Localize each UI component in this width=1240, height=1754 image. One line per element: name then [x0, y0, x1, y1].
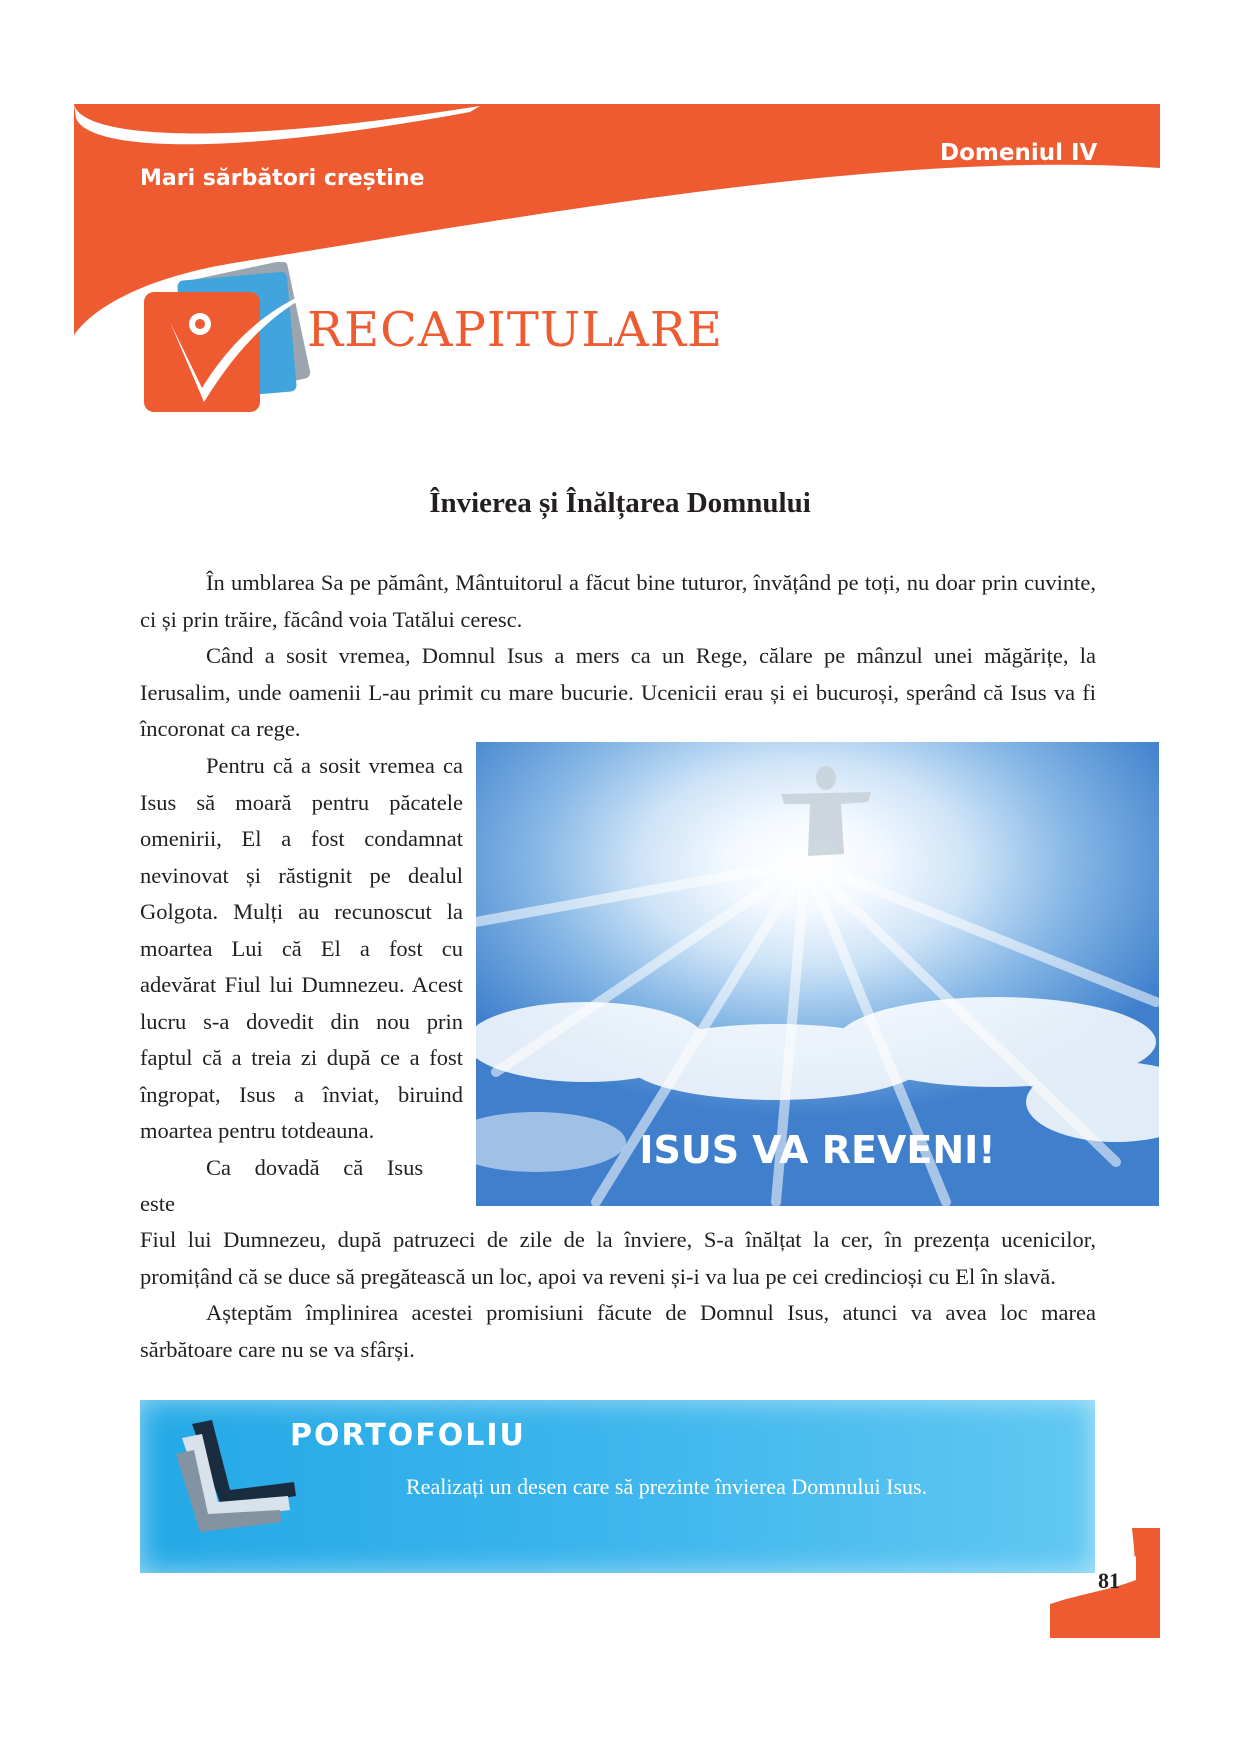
body-text-top: [140, 565, 1096, 748]
check-person-icon: [140, 262, 330, 432]
portfolio-text: Realizați un desen care să prezinte învierea Domnului Isus.: [406, 1474, 928, 1499]
portfolio-title: PORTOFOLIU: [290, 1418, 526, 1453]
stacked-folders-icon: [172, 1412, 302, 1542]
image-caption: ISUS VA REVENI!: [639, 1128, 996, 1172]
page-number: 81: [1098, 1568, 1120, 1593]
portfolio-box: [140, 1400, 1095, 1573]
body-text-bottom: [140, 1222, 1096, 1368]
paragraph: Pentru că a sosit vremea ca Isus să moară pentru păcatele omenirii, El a fost condamnat nevinovat și răstignit pe dealul Golgota. Mulți au recunoscut la moartea Lui că El a fost cu adevărat Fiul lui Dumnezeu. Acest lucru s-a dovedit din nou prin faptul că a treia zi după ce a fost îngropat, Isus a înviat, biruind moartea pentru totdeauna.: [140, 753, 463, 1143]
paragraph: În umblarea Sa pe pământ, Mântuitorul a făcut bine tuturor, învățând pe toți, nu doar prin cuvinte, ci și prin trăire, făcând voia Tatălui ceresc.: [140, 570, 1096, 632]
ascension-image: [476, 742, 1159, 1206]
paragraph-start: Ca dovadă că Isus este: [140, 1154, 424, 1216]
lesson-title: Învierea și Înălțarea Domnului: [429, 487, 811, 519]
recap-title: RECAPITULARE: [307, 302, 724, 358]
section-label: Mari sărbători creștine: [140, 166, 425, 191]
paragraph: Așteptăm împlinirea acestei promisiuni făcute de Domnul Isus, atunci va avea loc marea sărbătoare care nu se va sfârși.: [140, 1300, 1096, 1362]
body-text-side: [140, 748, 463, 1223]
paragraph-continued: Fiul lui Dumnezeu, după patruzeci de zile de la înviere, S-a înălțat la cer, în prezența ucenicilor, promițând că se duce să pregătească un loc, apoi va reveni și-i va lua pe cei credincioși cu El în slavă.: [140, 1227, 1096, 1289]
domain-label: Domeniul IV: [940, 140, 1098, 166]
paragraph: Când a sosit vremea, Domnul Isus a mers ca un Rege, călare pe mânzul unei măgărițe, la Ierusalim, unde oamenii L-au primit cu mare bucurie. Ucenicii erau și ei bucuroși, sperând că Isus va fi încoronat ca rege.: [140, 643, 1096, 741]
